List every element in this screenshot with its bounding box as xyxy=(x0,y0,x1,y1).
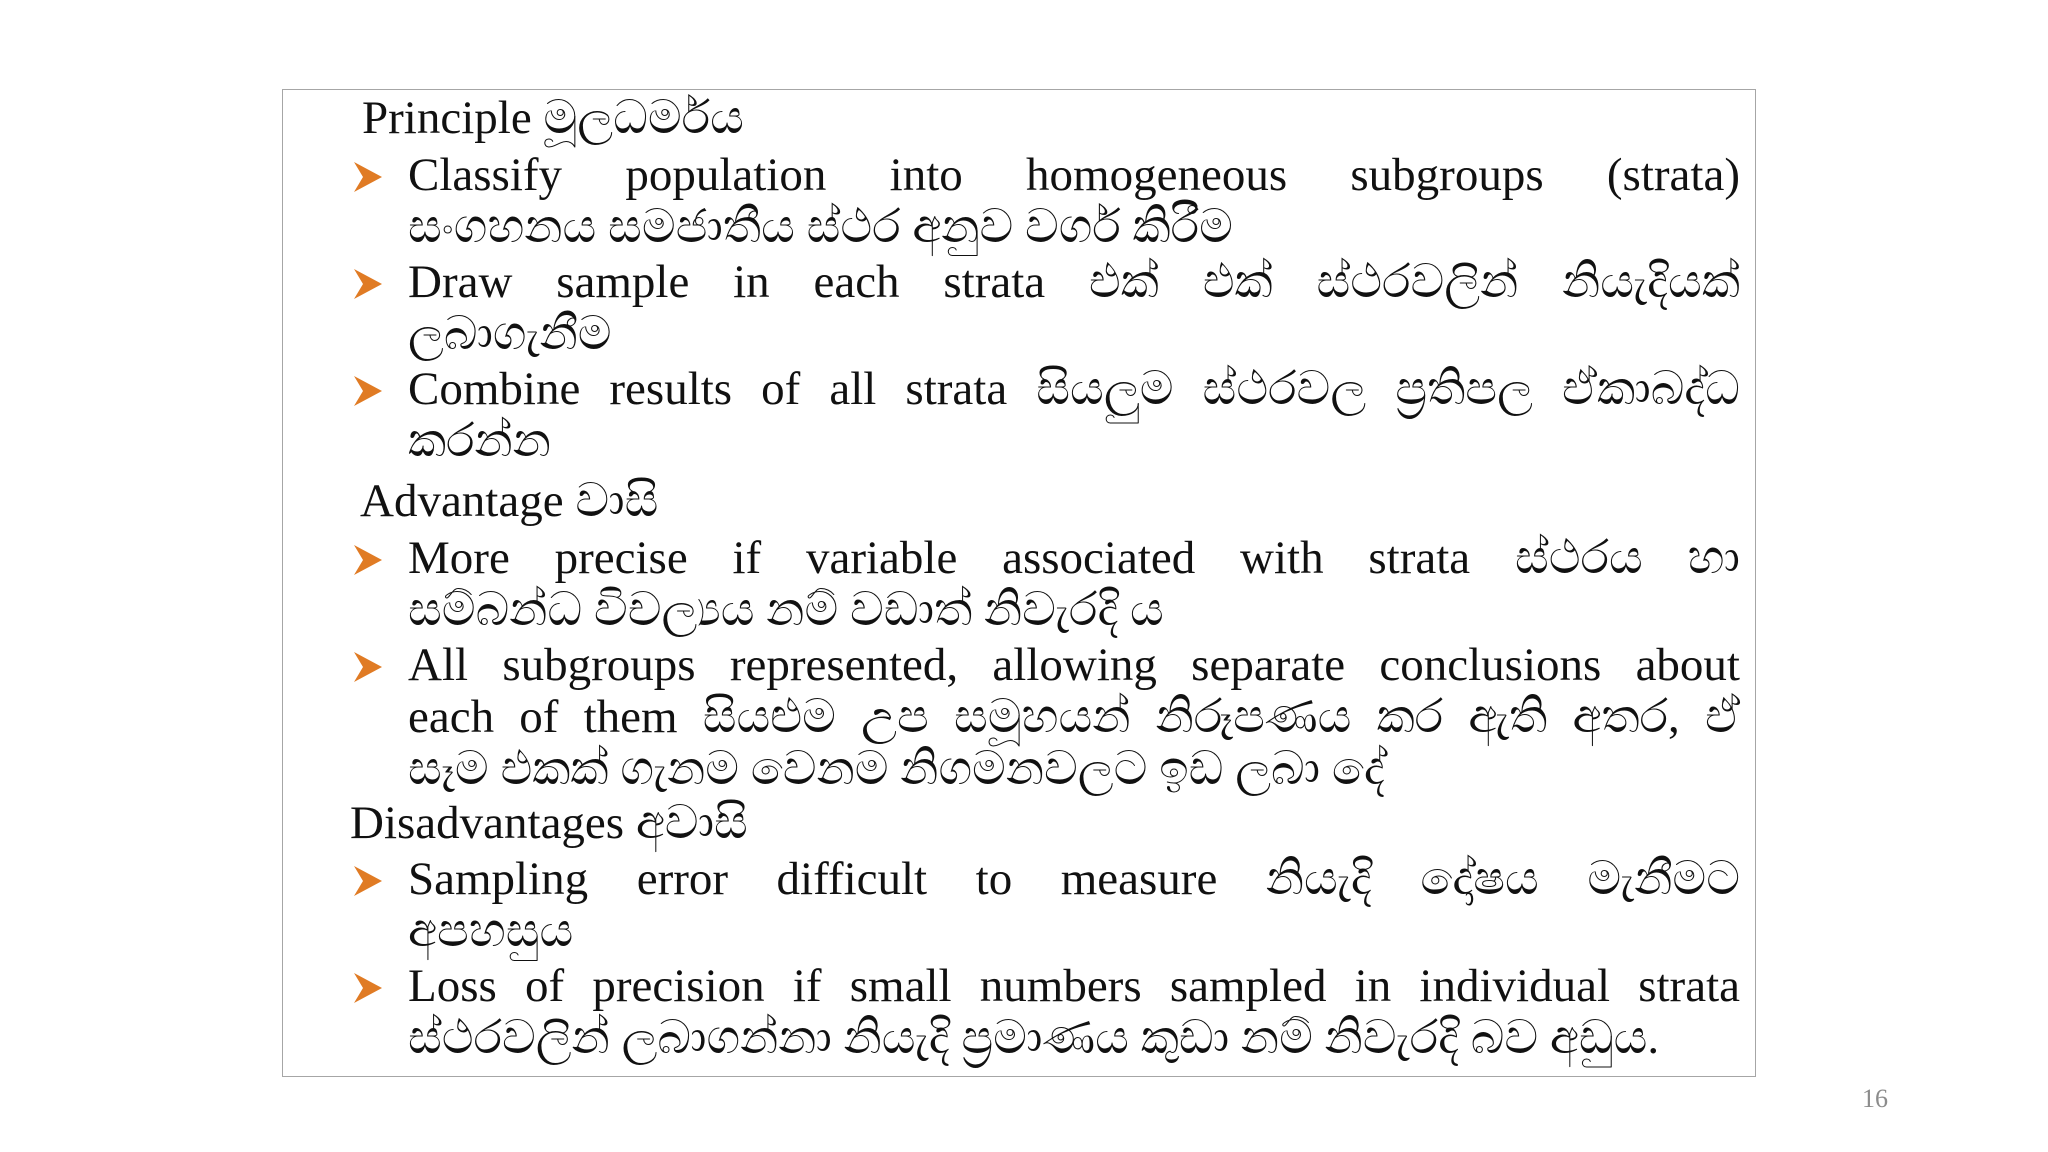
bullet-more-precise: More precise if variable associated with strata ස්ථරය හා සම්බන්ධ විචල්‍යය නම් වඩාත් නිවැරදි ය xyxy=(408,532,1740,636)
bullet-arrow-icon xyxy=(352,971,384,1005)
bullet-arrow-icon xyxy=(352,543,384,577)
bullet-sampling-error: Sampling error difficult to measure නියැදි දෝෂය මැනීමට අපහසුය xyxy=(408,853,1740,957)
heading-advantage: Advantage වාසි xyxy=(360,475,659,527)
page-number: 16 xyxy=(1862,1084,1888,1113)
bullet-loss-of-precision: Loss of precision if small numbers sampled in individual strata ස්ථරවලින් ලබාගන්නා නියැදි ප්‍රමාණය කුඩා නම් නිවැරදි බව අඩුය. xyxy=(408,960,1740,1064)
heading-principle: Principle මූලධර්මය xyxy=(362,92,744,144)
heading-disadvantages: Disadvantages අවාසි xyxy=(350,797,748,849)
bullet-arrow-icon xyxy=(352,650,384,684)
bullet-combine: Combine results of all strata සියලුම ස්ථරවල ප්‍රතිපල ඒකාබද්ධ කරන්න xyxy=(408,363,1740,467)
bullet-arrow-icon xyxy=(352,864,384,898)
bullet-arrow-icon xyxy=(352,160,384,194)
bullet-arrow-icon xyxy=(352,267,384,301)
bullet-arrow-icon xyxy=(352,374,384,408)
bullet-draw-sample: Draw sample in each strata එක් එක් ස්ථරවලින් නියැදියක් ලබාගැනීම xyxy=(408,256,1740,360)
bullet-classify: Classify population into homogeneous subgroups (strata) සංගහනය සමජාතීය ස්ථර අනුව වර්ග කිරීම xyxy=(408,149,1740,253)
bullet-all-subgroups: All subgroups represented, allowing separate conclusions about each of them සියළුම උප සමූහයන් නිරූපණය කර ඇති අතර, ඒ සෑම එකක් ගැනම වෙනම නිගමනවලට ඉඩ ලබා දේ xyxy=(408,639,1740,795)
